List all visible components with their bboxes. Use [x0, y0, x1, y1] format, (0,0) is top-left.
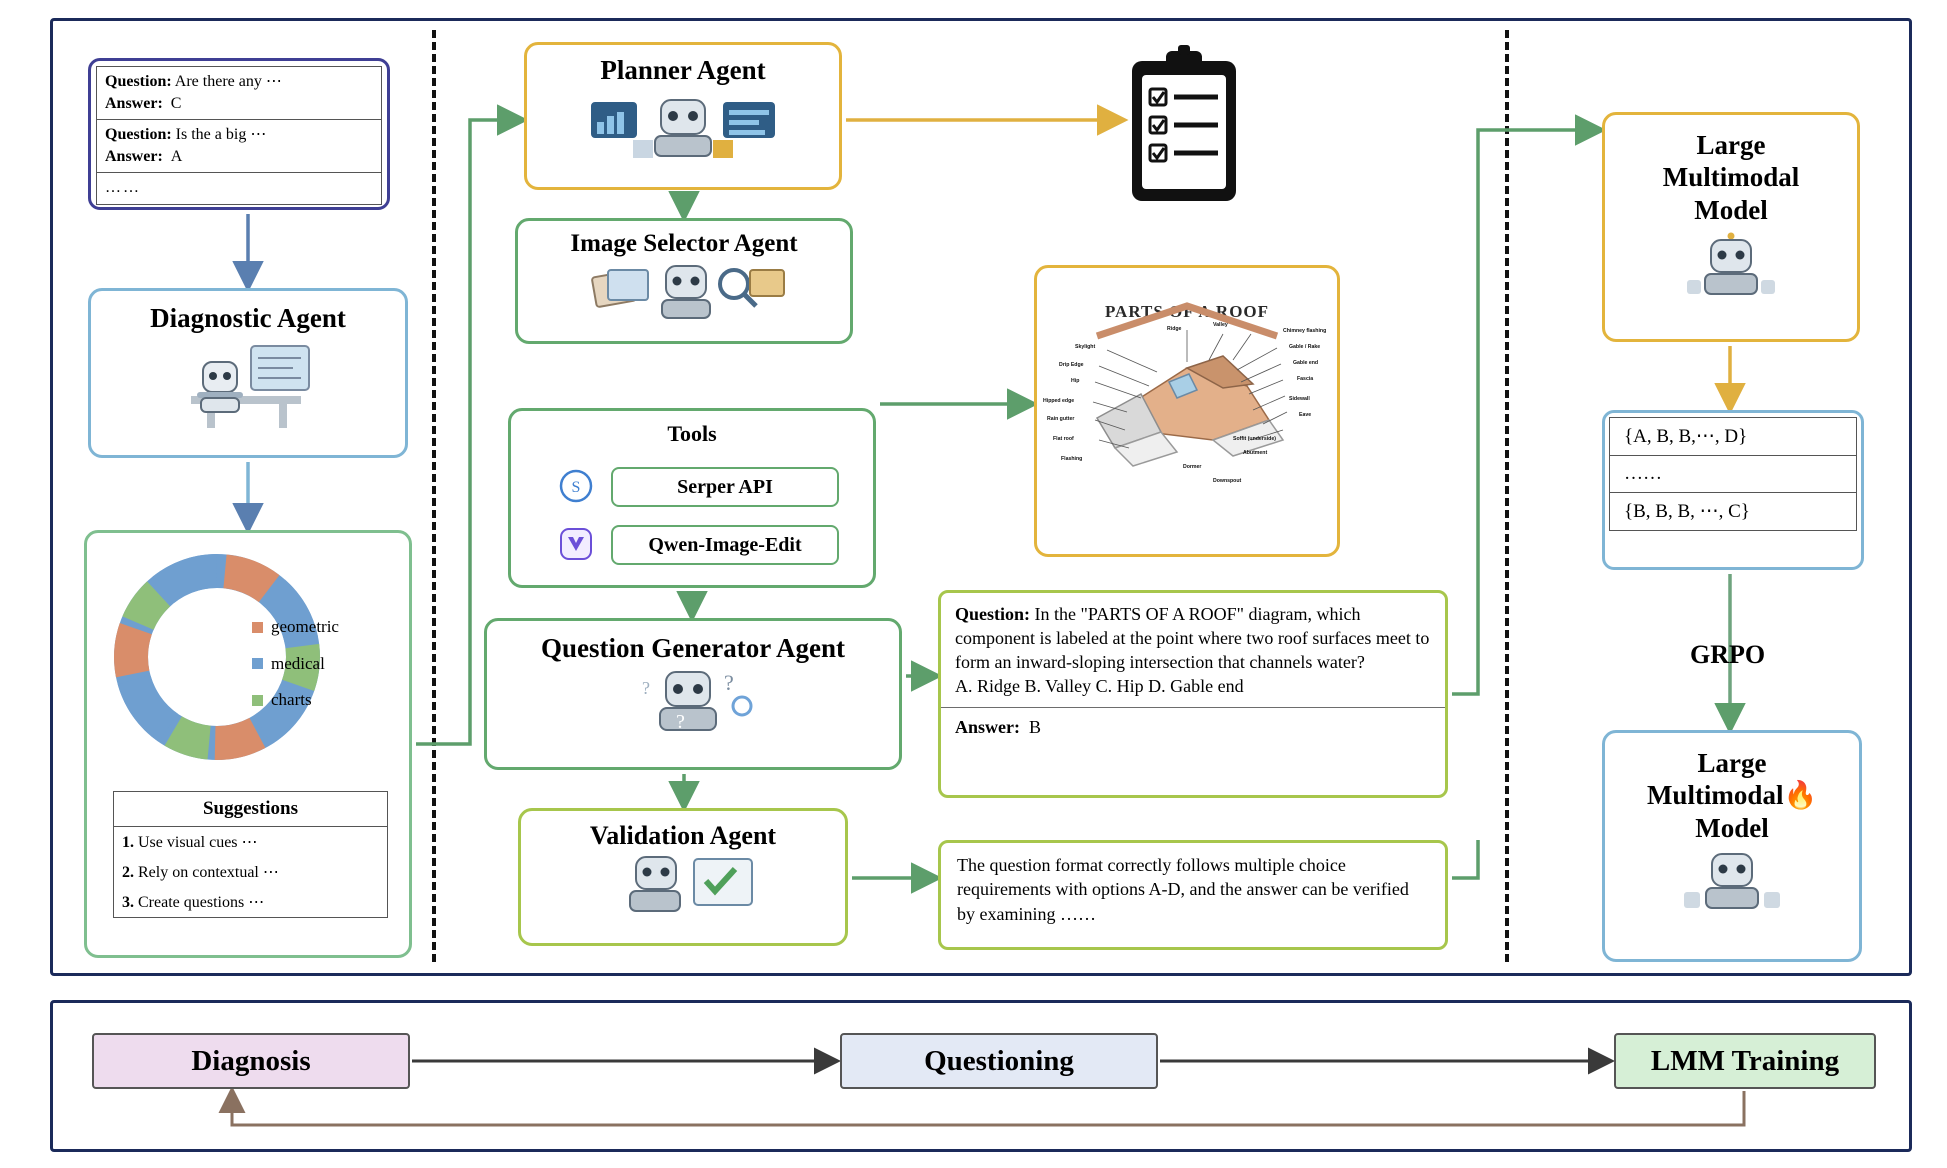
robot-question-icon — [487, 664, 899, 736]
grpo-label: GRPO — [1690, 640, 1766, 669]
rollout-samples-card — [1602, 410, 1864, 570]
robot-lmm-train-icon — [1605, 848, 1859, 914]
roof-illustration — [1037, 290, 1337, 490]
generated-question-card — [938, 590, 1448, 798]
tool-label: Serper API — [677, 476, 773, 498]
robot-lmm-icon — [1605, 230, 1857, 300]
tool-qwen-image-edit[interactable] — [611, 525, 839, 565]
legend-item — [252, 609, 339, 646]
legend-swatch-medical — [252, 658, 263, 669]
svg-text:Dormer: Dormer — [1183, 464, 1202, 470]
question-label: Question: — [105, 126, 172, 144]
svg-text:Flat roof: Flat roof — [1053, 436, 1074, 442]
suggestion-number: 1. — [122, 834, 134, 851]
suggestion-number: 2. — [122, 864, 134, 881]
suggestion-item — [114, 887, 387, 917]
suggestion-item — [114, 827, 387, 857]
answer-text: C — [170, 94, 182, 112]
divider-left — [432, 30, 436, 962]
generated-answer-row — [941, 707, 1445, 747]
robot-planner-icon — [527, 88, 839, 162]
answer-label: Answer: — [955, 716, 1020, 737]
qa-ellipsis: …… — [96, 173, 382, 205]
validation-agent-box — [518, 808, 848, 946]
roof-diagram-card — [1034, 265, 1340, 557]
tools-box — [508, 408, 876, 588]
pipeline-stage-questioning: Questioning — [840, 1033, 1158, 1089]
svg-text:Rain gutter: Rain gutter — [1047, 416, 1075, 422]
svg-text:Abutment: Abutment — [1243, 450, 1268, 456]
validation-result-card — [938, 840, 1448, 950]
legend-item — [252, 646, 339, 683]
svg-text:Valley: Valley — [1213, 322, 1228, 328]
tool-label: Qwen-Image-Edit — [648, 534, 802, 556]
answer-text: A — [170, 147, 183, 165]
diagnosis-stats-card — [84, 530, 412, 958]
pipeline-stage-lmm-training: LMM Training — [1614, 1033, 1876, 1089]
legend-label: medical — [271, 653, 325, 673]
suggestion-number: 3. — [122, 894, 134, 911]
donut-legend — [252, 609, 339, 719]
legend-label: charts — [271, 690, 312, 710]
diagnostic-agent-title: Diagnostic Agent — [150, 303, 346, 333]
diagnostic-agent-box — [88, 288, 408, 458]
lmm-inference-box — [1602, 112, 1860, 342]
legend-swatch-geometric — [252, 622, 263, 633]
svg-text:?: ? — [676, 711, 685, 733]
qa-row — [96, 66, 382, 120]
image-selector-agent-box — [515, 218, 853, 344]
answer-label: Answer: — [105, 94, 163, 112]
svg-text:Drip Edge: Drip Edge — [1059, 362, 1084, 368]
answer-value: B — [1029, 716, 1042, 737]
svg-text:Soffit (underside): Soffit (underside) — [1233, 436, 1276, 442]
qa-sample-card — [88, 58, 390, 210]
question-generator-agent-box — [484, 618, 902, 770]
suggestion-item — [114, 857, 387, 887]
answer-label: Answer: — [105, 147, 163, 165]
suggestion-text: Rely on contextual ⋯ — [138, 864, 279, 881]
svg-text:Hipped edge: Hipped edge — [1043, 398, 1075, 404]
question-label: Question: — [955, 604, 1031, 624]
divider-right — [1505, 30, 1509, 962]
svg-text:Eave: Eave — [1299, 412, 1312, 418]
image-selector-agent-title: Image Selector Agent — [570, 230, 798, 257]
tool-serper-api[interactable] — [611, 467, 839, 507]
suggestion-text: Use visual cues ⋯ — [138, 834, 258, 851]
suggestion-text: Create questions ⋯ — [138, 894, 265, 911]
robot-selector-icon — [518, 258, 850, 322]
legend-item — [252, 682, 339, 719]
suggestions-title: Suggestions — [114, 792, 387, 827]
domain-distribution-donut — [107, 547, 395, 767]
svg-text:S: S — [571, 479, 581, 496]
question-generator-agent-title: Question Generator Agent — [541, 633, 845, 663]
legend-label: geometric — [271, 617, 339, 636]
question-text: Are there any ⋯ — [174, 73, 282, 90]
serper-icon — [559, 469, 593, 503]
qa-row — [96, 120, 382, 173]
question-label: Question: — [105, 73, 172, 90]
svg-text:Sidewall: Sidewall — [1289, 396, 1310, 402]
generated-question-text — [941, 593, 1445, 707]
robot-analyst-icon — [91, 338, 405, 434]
legend-swatch-charts — [252, 695, 263, 706]
svg-text:Gable end: Gable end — [1293, 360, 1319, 366]
qwen-icon — [559, 527, 593, 561]
svg-text:Fascia: Fascia — [1297, 376, 1314, 382]
svg-text:Gable / Rake: Gable / Rake — [1289, 344, 1321, 350]
planner-agent-title: Planner Agent — [600, 55, 766, 85]
checklist-clipboard-icon — [1128, 45, 1240, 205]
svg-text:Ridge: Ridge — [1167, 326, 1182, 332]
suggestions-table — [113, 791, 388, 918]
svg-text:Chimney flashing: Chimney flashing — [1283, 328, 1327, 334]
svg-text:Skylight: Skylight — [1075, 344, 1096, 350]
question-text: Is the a big ⋯ — [175, 126, 267, 144]
lmm-inference-title: Large Multimodal Model — [1662, 130, 1800, 225]
svg-text:?: ? — [642, 678, 650, 698]
sample-row: …… — [1609, 456, 1857, 493]
validation-agent-title: Validation Agent — [589, 821, 777, 850]
sample-row: {B, B, B, ⋯, C} — [1609, 493, 1857, 531]
robot-validation-icon — [521, 851, 845, 917]
sample-row: {A, B, B,⋯, D} — [1609, 417, 1857, 456]
lmm-training-box — [1602, 730, 1862, 962]
svg-text:Flashing: Flashing — [1061, 456, 1083, 462]
planner-agent-box — [524, 42, 842, 190]
roof-diagram-title: PARTS OF A ROOF — [1104, 302, 1270, 321]
svg-text:Hip: Hip — [1071, 378, 1080, 384]
tools-title: Tools — [667, 421, 717, 446]
question-options: A. Ridge B. Valley C. Hip D. Gable end — [955, 675, 1244, 696]
svg-text:Downspout: Downspout — [1213, 478, 1242, 484]
validation-text: The question format correctly follows multiple choice requirements with options A-D, and the answer can be verified by examining …… — [957, 855, 1409, 924]
lmm-training-title: Large Multimodal🔥 Model — [1646, 748, 1818, 843]
question-body: In the "PARTS OF A ROOF" diagram, which component is labeled at the point where two roof surfaces meet to form an inward-sloping intersection that channels water? — [955, 604, 1430, 672]
pipeline-stage-diagnosis: Diagnosis — [92, 1033, 410, 1089]
svg-text:?: ? — [724, 670, 734, 695]
